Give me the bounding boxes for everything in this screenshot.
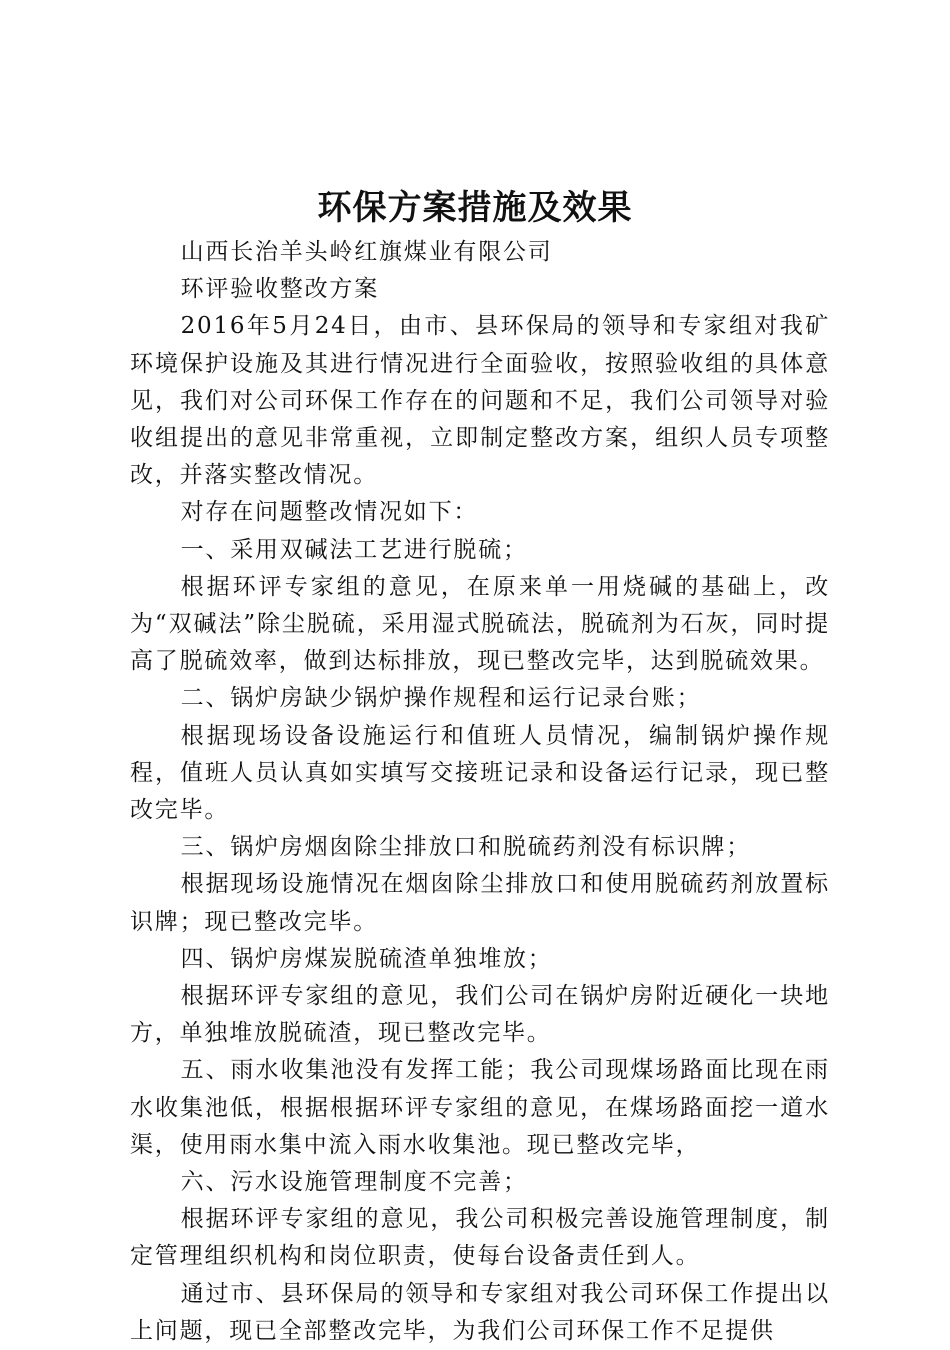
intro-paragraph: 2016年5月24日，由市、县环保局的领导和专家组对我矿环境保护设施及其进行情况进行全面验收，按照验收组的具体意见，我们对公司环保工作存在的问题和不足，我们公司领导对验收组提出的意见非常重视，立即制定整改方案，组织人员专项整改，并落实整改情况。 <box>130 313 830 489</box>
company-name-line: 山西长治羊头岭红旗煤业有限公司 <box>180 239 553 265</box>
issue-6-body: 根据环评专家组的意见，我公司积极完善设施管理制度，制定管理组织机构和岗位职责，使每台设备责任到人。 <box>130 1206 830 1270</box>
document-title: 环保方案措施及效果 <box>317 188 633 228</box>
issue-2-heading: 二、锅炉房缺少锅炉操作规程和运行记录台账； <box>180 685 702 712</box>
plan-title-line: 环评验收整改方案 <box>180 276 379 303</box>
document-body <box>130 234 830 1350</box>
issue-6-heading: 六、污水设施管理制度不完善； <box>180 1169 528 1196</box>
issue-3-body: 根据现场设施情况在烟囱除尘排放口和使用脱硫药剂放置标识牌；现已整改完毕。 <box>130 871 830 935</box>
issue-4-body: 根据环评专家组的意见，我们公司在锅炉房附近硬化一块地方，单独堆放脱硫渣，现已整改完毕。 <box>130 983 830 1047</box>
issues-heading: 对存在问题整改情况如下： <box>180 499 479 526</box>
issue-2-body: 根据现场设备设施运行和值班人员情况，编制锅炉操作规程，值班人员认真如实填写交接班记录和设备运行记录，现已整改完毕。 <box>130 722 830 824</box>
issue-1-heading: 一、采用双碱法工艺进行脱硫； <box>180 536 528 563</box>
issue-3-heading: 三、锅炉房烟囱除尘排放口和脱硫药剂没有标识牌； <box>180 834 751 861</box>
issue-1-body: 根据环评专家组的意见，在原来单一用烧碱的基础上，改为“双碱法”除尘脱硫，采用湿式脱硫法，脱硫剂为石灰，同时提高了脱硫效率，做到达标排放，现已整改完毕，达到脱硫效果。 <box>130 573 830 675</box>
issue-4-heading: 四、锅炉房煤炭脱硫渣单独堆放； <box>180 945 553 972</box>
issue-5-paragraph: 五、雨水收集池没有发挥工能；我公司现煤场路面比现在雨水收集池低，根据根据环评专家组的意见，在煤场路面挖一道水渠，使用雨水集中流入雨水收集池。现已整改完毕， <box>130 1057 830 1158</box>
closing-paragraph: 通过市、县环保局的领导和专家组对我公司环保工作提出以上问题，现已全部整改完毕，为我们公司环保工作不足提供 <box>130 1280 830 1344</box>
